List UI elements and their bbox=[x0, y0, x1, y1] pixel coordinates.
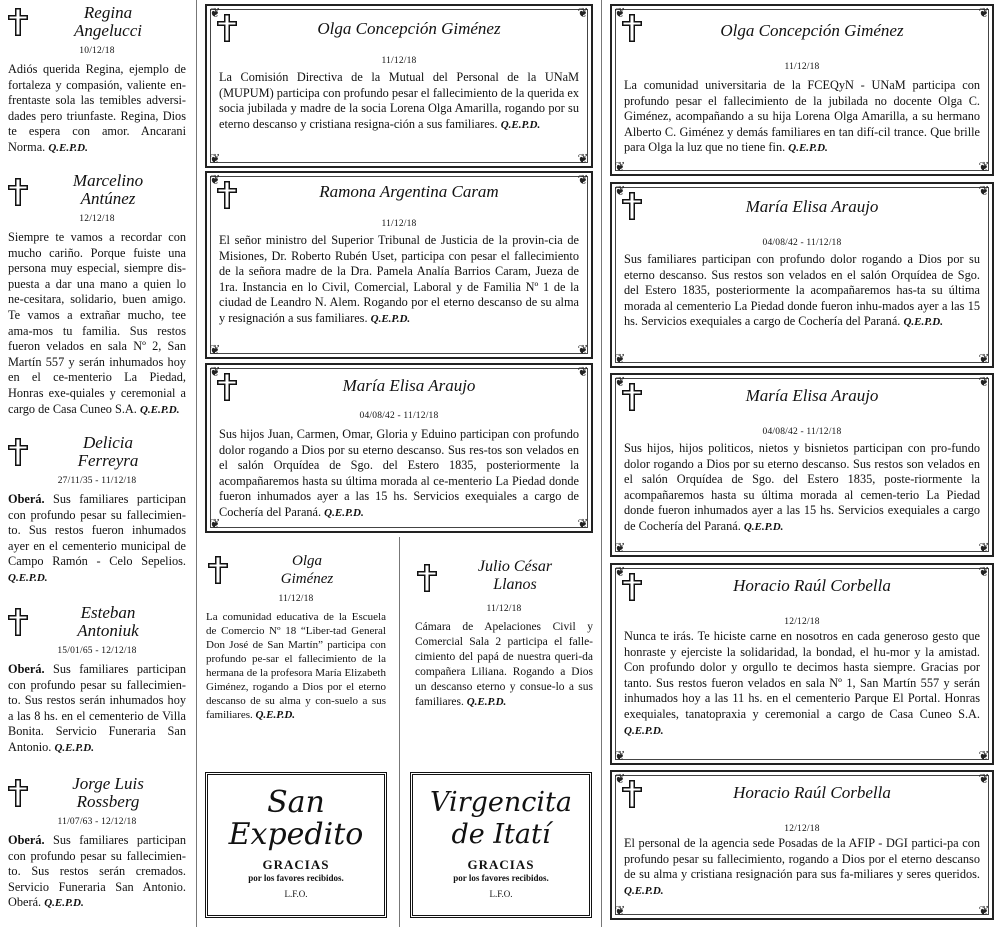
cross-icon bbox=[208, 556, 228, 584]
ornament-icon: ❦ bbox=[577, 342, 589, 357]
ornament-icon: ❦ bbox=[577, 172, 589, 187]
thanks-ad bbox=[205, 772, 387, 918]
column-divider bbox=[601, 0, 602, 927]
ad-thanks: GRACIAS bbox=[262, 857, 330, 872]
cross-icon bbox=[8, 779, 28, 807]
obituary-text: Oberá. Sus familiares participan con profundo pesar su fallecimien-to. Sus restos fueron inhumados ayer en el cementerio municipal de Campo Ramón - Celo Sepelios. Q.E.P.D. bbox=[8, 492, 186, 584]
cross-icon bbox=[217, 373, 237, 401]
deceased-name: Horacio Raúl Corbella bbox=[733, 783, 891, 802]
obituary-box bbox=[610, 373, 994, 557]
column-divider bbox=[196, 0, 197, 927]
obituary-date: 11/12/18 bbox=[784, 62, 820, 72]
ornament-icon: ❦ bbox=[978, 159, 990, 174]
deceased-name: Olga Concepción Giménez bbox=[317, 19, 501, 38]
obituary-date: 12/12/18 bbox=[784, 824, 820, 834]
ornament-icon: ❦ bbox=[577, 5, 589, 20]
ornament-icon: ❦ bbox=[209, 5, 221, 20]
deceased-name: Delicia Ferreyra bbox=[77, 433, 139, 470]
obituary-text: La Comisión Directiva de la Mutual del Personal de la UNaM (MUPUM) participa con profundo pesar el fallecimiento de la querida ex socia jubilada y madre de la socia Lorena Olga Amarilla, rogando por su eterno descanso y cristiana resigna-ción a sus familiares. Q.E.P.D. bbox=[219, 70, 579, 131]
obituary-text: Oberá. Sus familiares participan con profundo pesar su fallecimien-to. Sus restos serán cremados. Servicio Funeraria San Antonio. Oberá. Q.E.P.D. bbox=[8, 833, 186, 910]
obituary-date: 11/12/18 bbox=[381, 219, 417, 229]
ornament-icon: ❦ bbox=[978, 564, 990, 579]
ornament-icon: ❦ bbox=[614, 564, 626, 579]
ornament-icon: ❦ bbox=[614, 5, 626, 20]
deceased-name: Regina Angelucci bbox=[74, 3, 142, 40]
ornament-icon: ❦ bbox=[978, 903, 990, 918]
obituary-entry bbox=[8, 4, 186, 157]
cross-icon bbox=[8, 178, 28, 206]
ad-signature: L.F.O. bbox=[284, 889, 308, 899]
obituary-box bbox=[205, 171, 593, 359]
obituary-box bbox=[610, 182, 994, 368]
cross-icon bbox=[8, 8, 28, 36]
ornament-icon: ❦ bbox=[209, 364, 221, 379]
obituary-text: El señor ministro del Superior Tribunal de Justicia de la provin-cia de Misiones, Dr. Roberto Rubén Uset, participa con pesar el fallecimiento de la señora madre de la Dra. Pamela Analía Barrios Caram, Jueza de 1ra. Instancia en lo Civil, Comercial, Laboral y de Familia Nº 1 de la ciudad de Leandro N. Alem. Rogando por el eterno descanso de su alma y resignación a sus familiares. Q.E.P.D. bbox=[219, 233, 579, 325]
ad-thanks: GRACIAS bbox=[467, 857, 535, 872]
ornament-icon: ❦ bbox=[614, 771, 626, 786]
obituary-date: 04/08/42 - 11/12/18 bbox=[762, 238, 842, 248]
deceased-name: Jorge Luis Rossberg bbox=[72, 774, 144, 811]
deceased-name: Olga Giménez bbox=[280, 553, 334, 587]
obituary-box bbox=[610, 4, 994, 176]
obituary-entry bbox=[8, 775, 186, 912]
deceased-name: María Elisa Araujo bbox=[745, 386, 879, 405]
ad-title: San Expedito bbox=[228, 785, 364, 852]
ornament-icon: ❦ bbox=[978, 5, 990, 20]
ad-title: Virgencita de Itatí bbox=[430, 787, 572, 850]
ornament-icon: ❦ bbox=[978, 540, 990, 555]
obituary-entry bbox=[206, 552, 386, 722]
ornament-icon: ❦ bbox=[577, 151, 589, 166]
cross-icon bbox=[622, 14, 642, 42]
ornament-icon: ❦ bbox=[614, 374, 626, 389]
obituary-box bbox=[205, 363, 593, 533]
ornament-icon: ❦ bbox=[209, 516, 221, 531]
obituary-date: 11/12/18 bbox=[278, 594, 314, 604]
obituary-box bbox=[610, 563, 994, 765]
ornament-icon: ❦ bbox=[614, 748, 626, 763]
obituary-text: El personal de la agencia sede Posadas de la AFIP - DGI partici-pa con profundo pesar su fallecimiento, rogando a Dios por el eterno descanso de su alma y cristiana resignación para sus fa-miliares y seres queridos. Q.E.P.D. bbox=[624, 836, 980, 897]
obituary-text: La comunidad universitaria de la FCEQyN - UNaM participa con profundo pesar el fallecimiento de la jubilada no docente Olga C. Giménez, acompañando a su hija Lorena Olga Amarilla, a su hermano Alberto C. Giménez y demás familiares en tan difí-cil trance. Que brille para Olga la luz que no tiene fin. Q.E.P.D. bbox=[624, 78, 980, 155]
obituary-date: 12/12/18 bbox=[784, 617, 820, 627]
ornament-icon: ❦ bbox=[577, 516, 589, 531]
obituary-text: Sus hijos Juan, Carmen, Omar, Gloria y Eduino participan con profundo dolor rogando a Dios por su eterno descanso. Sus res-tos son velados en el salón Orquídea de Sgo. del Estero 1835, posteriormente la acompañaremos hasta su última morada al ce-menterio La Piedad donde fueron inhumados ayer a las 15 hs. Servicios exequiales a cargo de Cochería del Paraná. Q.E.P.D. bbox=[219, 427, 579, 519]
ornament-icon: ❦ bbox=[978, 748, 990, 763]
obituary-date: 04/08/42 - 11/12/18 bbox=[359, 411, 439, 421]
deceased-name: María Elisa Araujo bbox=[342, 376, 476, 395]
ornament-icon: ❦ bbox=[614, 903, 626, 918]
ornament-icon: ❦ bbox=[614, 183, 626, 198]
ornament-icon: ❦ bbox=[614, 159, 626, 174]
deceased-name: Julio César Llanos bbox=[477, 558, 553, 593]
obituary-date: 11/12/18 bbox=[381, 56, 417, 66]
deceased-name: María Elisa Araujo bbox=[745, 197, 879, 216]
cross-icon bbox=[8, 438, 28, 466]
obituary-date: 11/07/63 - 12/12/18 bbox=[57, 817, 137, 827]
cross-icon bbox=[622, 383, 642, 411]
cross-icon bbox=[622, 192, 642, 220]
ornament-icon: ❦ bbox=[978, 183, 990, 198]
ornament-icon: ❦ bbox=[209, 342, 221, 357]
ornament-icon: ❦ bbox=[978, 374, 990, 389]
obituary-date: 15/01/65 - 12/12/18 bbox=[57, 646, 137, 656]
ornament-icon: ❦ bbox=[978, 351, 990, 366]
cross-icon bbox=[217, 181, 237, 209]
obituary-text: Cámara de Apelaciones Civil y Comercial Sala 2 participa el falle-cimiento del papá de nuestra queri-da compañera Liliana. Rogando a Dios un descanso eterno y consue-lo a sus familiares. Q.E.P.D. bbox=[415, 621, 593, 708]
obituary-text: Adiós querida Regina, ejemplo de fortaleza y compasión, valiente en-frentaste sola las temibles adversi-dades pero triunfaste. Regina, Dios te espera con amor. Ancarani Norma. Q.E.P.D. bbox=[8, 62, 186, 154]
obituary-text: Sus hijos, hijos politicos, nietos y bisnietos participan con pro-fundo dolor rogando a Dios por su eterno descanso. Sus restos son velados en el salón Orquídea de Sgo. del Estero 1835, poste-riormente la acompañaremos hasta su última morada al cemen-terio La Piedad donde fueron inhumados ayer a las 15 hs. Servicios exequiales a cargo de Cochería del Paraná. Q.E.P.D. bbox=[624, 441, 980, 533]
obituary-entry bbox=[415, 558, 593, 710]
deceased-name: Marcelino Antúnez bbox=[72, 171, 144, 208]
obituary-box bbox=[610, 770, 994, 920]
ornament-icon: ❦ bbox=[577, 364, 589, 379]
obituary-date: 12/12/18 bbox=[79, 214, 115, 224]
obituary-box bbox=[205, 4, 593, 168]
thanks-ad bbox=[410, 772, 592, 918]
deceased-name: Esteban Antoniuk bbox=[77, 603, 139, 640]
obituary-date: 27/11/35 - 11/12/18 bbox=[57, 476, 137, 486]
obituary-entry bbox=[8, 172, 186, 418]
cross-icon bbox=[417, 564, 437, 592]
obituary-text: La comunidad educativa de la Escuela de Comercio Nº 18 “Liber-tad General Don José de San Martín” participa con profundo pe-sar el fallecimiento de la hermana de la profesora María Elizabeth Giménez, rogando a Dios por el eterno descanso de su alma y con-suelo a sus familiares. Q.E.P.D. bbox=[206, 611, 386, 721]
ad-subtitle: por los favores recibidos. bbox=[248, 873, 344, 883]
obituary-date: 04/08/42 - 11/12/18 bbox=[762, 427, 842, 437]
obituary-text: Sus familiares participan con profundo dolor rogando a Dios por su eterno descanso. Sus restos son velados en el salón Orquídea de Sgo. del Estero 1835, posteriormente la acompañaremos has-ta su última morada al cementerio La Piedad donde fueron inhu-mados ayer a las 15 hs. Servicios exequiales a cargo de Cochería del Paraná. Q.E.P.D. bbox=[624, 252, 980, 329]
obituary-entry bbox=[8, 604, 186, 757]
obituary-date: 10/12/18 bbox=[79, 46, 115, 56]
obituary-text: Oberá. Sus familiares participan con profundo pesar su fallecimien-to. Sus restos serán inhumados hoy a las 8 hs. en el cementerio de Villa Bonita. Servicio Funeraria San Antonio. Q.E.P.D. bbox=[8, 662, 186, 754]
ornament-icon: ❦ bbox=[614, 540, 626, 555]
ad-signature: L.F.O. bbox=[489, 889, 513, 899]
ornament-icon: ❦ bbox=[978, 771, 990, 786]
obituary-text: Siempre te vamos a recordar con mucho cariño. Porque fuiste una persona muy especial, siempre dis-puesta a dar una mano a quien lo ne-cesitara, solidario, buen amigo. Te vamos a extrañar mucho, tee ama-mos tu familia. Sus restos fueron velados en sala Nº 2, San Martín 557 y serán inhumados hoy en el ce-menterio La Piedad, Honras exe-quiales y ceremonial a cargo de Casa Cuneo S.A. Q.E.P.D. bbox=[8, 230, 186, 416]
column-divider bbox=[399, 537, 400, 927]
obituary-entry bbox=[8, 434, 186, 587]
deceased-name: Ramona Argentina Caram bbox=[319, 182, 499, 201]
obituary-date: 11/12/18 bbox=[486, 604, 522, 614]
deceased-name: Horacio Raúl Corbella bbox=[733, 576, 891, 595]
cross-icon bbox=[217, 14, 237, 42]
cross-icon bbox=[622, 780, 642, 808]
ad-subtitle: por los favores recibidos. bbox=[453, 873, 549, 883]
cross-icon bbox=[8, 608, 28, 636]
cross-icon bbox=[622, 573, 642, 601]
ornament-icon: ❦ bbox=[209, 172, 221, 187]
ornament-icon: ❦ bbox=[614, 351, 626, 366]
deceased-name: Olga Concepción Giménez bbox=[720, 21, 904, 40]
ornament-icon: ❦ bbox=[209, 151, 221, 166]
obituary-text: Nunca te irás. Te hiciste carne en nosotros en cada generoso gesto que honraste y ejerciste la solidaridad, la bondad, el hu-mor y la amistad. Con profundo dolor y orgullo te decimos hasta siempre. Gracias por tanto. Sus restos fueron velados en sala Nº 1, San Martín 557 y serán inhumados hoy a las 11 hs. en el cementerio Parque El Portal. Honras exequiales, tanatopraxia y ceremonial a cargo de Casa Cuneo S.A. Q.E.P.D. bbox=[624, 629, 980, 737]
